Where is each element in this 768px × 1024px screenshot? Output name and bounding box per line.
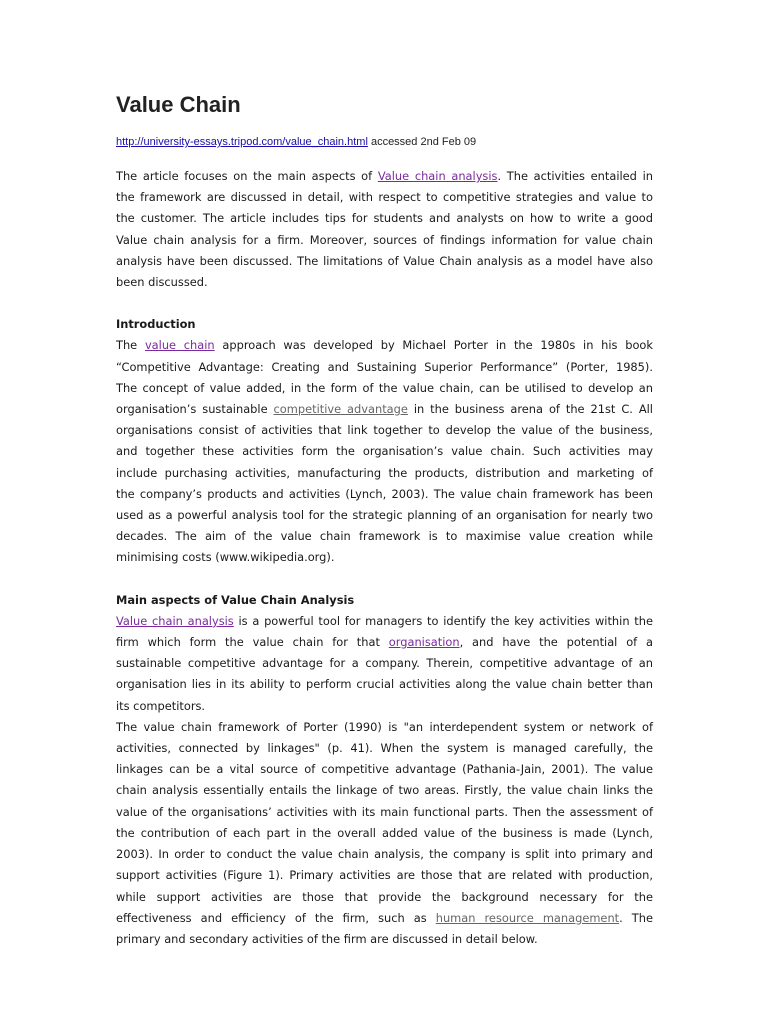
value-chain-link[interactable]: value chain [144,338,215,353]
text-line: organisation’s sustainable competitive advantage in the business arena of the 21st C. All [116,402,653,417]
text-line: its competitors. [116,698,206,713]
document-title: Value Chain [116,92,241,117]
text-line: analysis have been discussed. The limitations of Value Chain analysis as a model have also [116,253,653,268]
text-line: sustainable competitive advantage for a company. Therein, competitive advantage of an [116,656,653,671]
main-aspects-heading: Main aspects of Value Chain Analysis [116,592,355,607]
source-link[interactable]: http://university-essays.tripod.com/value_chain.html [116,136,368,148]
text-line: primary and secondary activities of the firm are discussed in detail below. [116,931,538,946]
text-line: organisation lies in its ability to perform crucial activities along the value chain better than [116,677,653,692]
competitive-advantage-link[interactable]: competitive advantage [273,402,408,417]
text-line: include purchasing activities, manufacturing the products, distribution and marketing of [116,465,653,480]
text-line: Value chain analysis is a powerful tool for managers to identify the key activities within the [116,613,653,628]
text-line: organisations consist of activities that link together to develop the value of the business, [116,423,653,438]
text-line: minimising costs (www.wikipedia.org). [116,550,335,565]
text-line: the framework are discussed in detail, with respect to competitive strategies and value to [116,190,653,205]
text-line: the contribution of each part in the overall added value of the business is made (Lynch, [116,825,653,840]
value-chain-analysis-link[interactable]: Value chain analysis [116,613,234,628]
text-line: chain analysis essentially entails the linkage of two areas. Firstly, the value chain links the [116,783,653,798]
text-line: activities, connected by linkages" (p. 41). When the system is managed carefully, the [116,741,653,756]
text-line: and together these activities form the organisation’s value chain. Such activities may [116,444,653,459]
text-line: The article focuses on the main aspects of Value chain analysis. The activities entailed in [116,169,653,183]
text-line: effectiveness and efficiency of the firm, such as human resource management. The [116,910,653,925]
text-line: “Competitive Advantage: Creating and Sustaining Superior Performance” (Porter, 1985). [116,359,653,374]
text-line: been discussed. [116,275,208,290]
text-line: value of the organisations’ activities with its main functional parts. Then the assessment of [116,804,653,819]
value-chain-analysis-link[interactable]: Value chain analysis [377,169,498,183]
text-line: decades. The aim of the value chain framework is to maximise value creation while [116,529,653,544]
text-line: the company’s products and activities (Lynch, 2003). The value chain framework has been [116,486,653,501]
text-line: used as a powerful analysis tool for the strategic planning of an organisation for nearly two [116,508,653,523]
text-line: firm which form the value chain for that organisation, and have the potential of a [116,635,654,650]
text-line: support activities (Figure 1). Primary activities are those that are related with production, [116,868,653,883]
introduction-heading: Introduction [116,317,196,332]
source-citation [116,136,476,148]
text-line: Value chain analysis for a firm. Moreover, sources of findings information for value chain [116,232,653,247]
text-line: The value chain approach was developed by Michael Porter in the 1980s in his book [116,338,653,353]
main-aspects-paragraph [116,611,653,950]
document-body [116,166,653,950]
text-line: the customer. The article includes tips for students and analysts on how to write a good [116,211,653,226]
text-line: The value chain framework of Porter (1990) is "an interdependent system or network of [116,719,653,734]
human-resource-management-link[interactable]: human resource management [435,910,620,925]
text-line: 2003). In order to conduct the value chain analysis, the company is split into primary and [116,847,653,862]
text-line: The concept of value added, in the form of the value chain, can be utilised to develop an [116,380,653,395]
overview-paragraph [116,166,653,293]
source-accessed-note: accessed 2nd Feb 09 [367,136,477,148]
organisation-link[interactable]: organisation [388,635,460,650]
text-line: while support activities are those that provide the background necessary for the [116,889,653,904]
introduction-paragraph [116,335,653,568]
text-line: linkages can be a vital source of competitive advantage (Pathania-Jain, 2001). The value [116,762,653,777]
